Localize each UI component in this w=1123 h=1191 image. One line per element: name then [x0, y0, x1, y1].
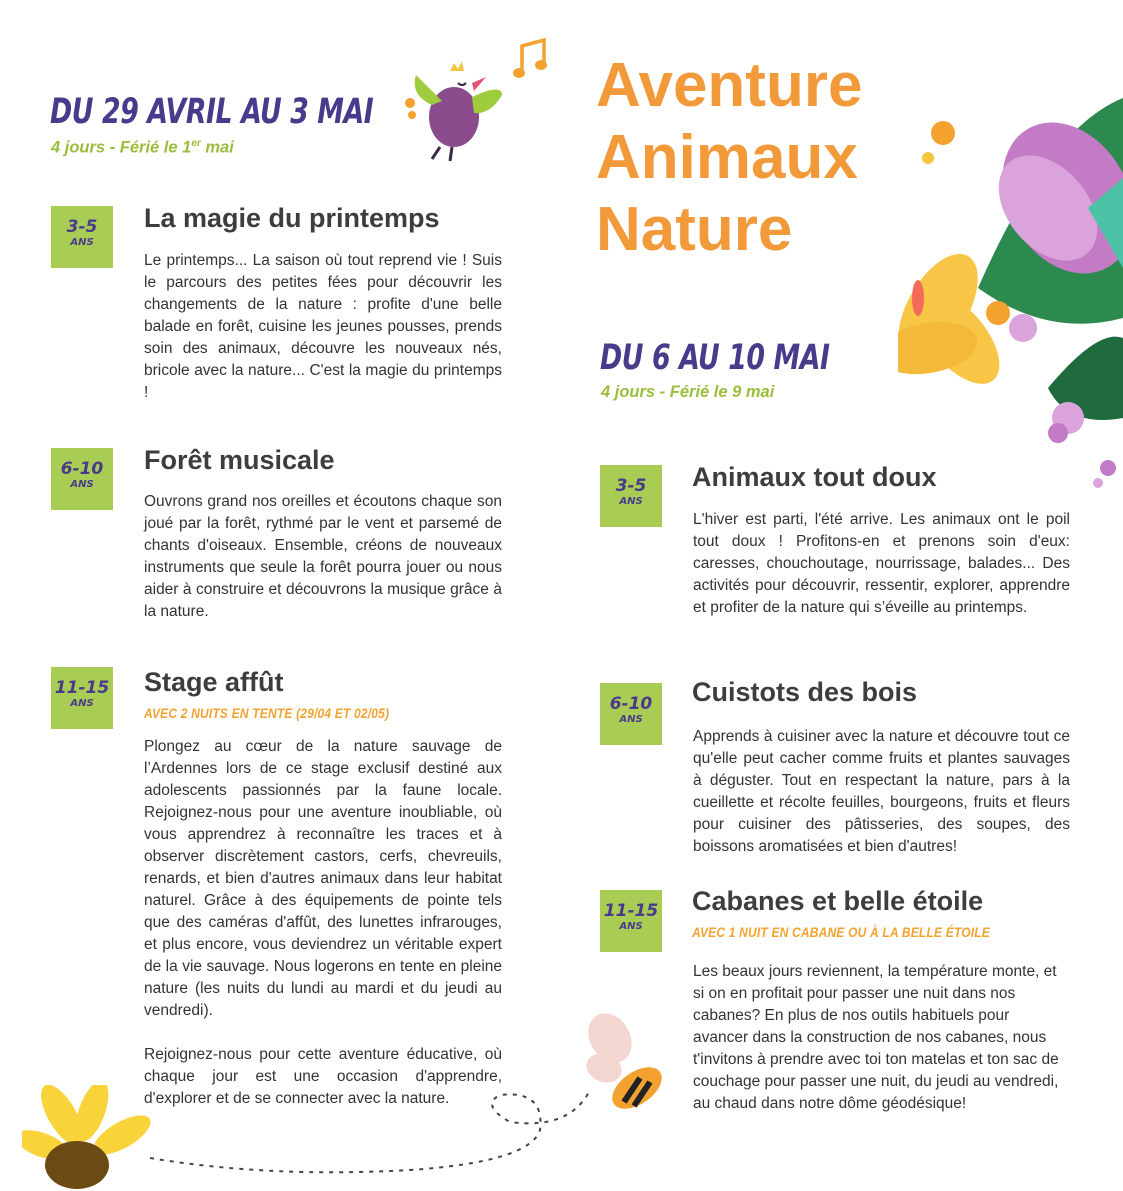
- activity-description: Plongez au cœur de la nature sauvage de l’Ardennes lors de ce stage exclusif destiné aux adolescents passionnés par la faune locale. Rejoignez-nous pour une aventure inoubliable, où vous apprendrez à reconnaître les traces et à observer discrètement castors, cerfs, chevreuils, renards, et bien d'autres animaux dans leur habitat naturel. Grâce à des équipements de pointe tels que des caméras d'affût, des lunettes infrarouges, et plus encore, vous deviendrez un véritable expert de la vie sauvage. Nous logerons en tente en pleine nature (les nuits du lundi au mardi et du jeudi au vendredi).: [144, 738, 502, 1019]
- hero-line3: Nature: [596, 195, 793, 264]
- activity-title: Cuistots des bois: [692, 677, 918, 707]
- activity-title: La magie du printemps: [144, 203, 440, 233]
- week1-dates: DU 29 AVRIL AU 3 MAI: [50, 92, 374, 132]
- music-note-icon: [512, 38, 552, 82]
- age-badge: 6-10 ANS: [600, 683, 662, 745]
- age-badge: 11-15 ANS: [600, 890, 662, 952]
- activity-title: Forêt musicale: [144, 445, 335, 475]
- flower-illustration: [898, 88, 1123, 488]
- sunflower-illustration: [22, 1085, 162, 1191]
- activity-description-extra: Rejoignez-nous pour cette aventure éducative, où chaque jour est une occasion d'apprendre, d'explorer et de se connecter avec la nature.: [144, 1046, 502, 1107]
- activity-description: Les beaux jours reviennent, la température monte, et si on en profitait pour passer une nuit dans nos cabanes? En plus de nos outils habituels pour avancer dans la construction de nos cabanes, nous t'invitons à prendre avec toi ton matelas et ton sac de couchage pour passer une nuit, du jeudi au vendredi, au chaud dans notre dôme géodésique!: [693, 963, 1059, 1112]
- week1-subtitle: [51, 138, 234, 158]
- week2-dates: DU 6 AU 10 MAI: [600, 338, 830, 378]
- week1-subtitle-end: mai: [200, 138, 234, 157]
- hero-title: [596, 50, 862, 266]
- week1-subtitle-main: 4 jours - Férié le 1: [51, 138, 192, 157]
- activity-description: Le printemps... La saison où tout reprend vie ! Suis le parcours des petites fées pour découvrir les changements de la nature : profite d'une belle balade en forêt, cuisine les jeunes pousses, prends soin des animaux, découvre les nouveaux nés, bricole avec la nature... C'est la magie du printemps !: [144, 252, 502, 401]
- hero-line2: Animaux: [596, 123, 858, 192]
- bird-illustration: [402, 55, 512, 167]
- week1-subtitle-sup: er: [191, 138, 201, 149]
- activity-description: L'hiver est parti, l'été arrive. Les animaux ont le poil tout doux ! Profitons-en et prenons soin d'eux: caresses, chouchoutage, nourrissage, balades... Des activités pour découvrir, ressentir, explorer, apprendre et profiter de la nature qui s’éveille au printemps.: [693, 511, 1070, 616]
- hero-line1: Aventure: [596, 51, 863, 120]
- age-badge: 6-10 ANS: [51, 448, 113, 510]
- age-badge: 11-15 ANS: [51, 667, 113, 729]
- week2-subtitle: 4 jours - Férié le 9 mai: [601, 383, 775, 401]
- activity-description: Apprends à cuisiner avec la nature et découvre tout ce qu'elle peut cacher comme fruits et plantes sauvages à déguster. Tout en respectant la nature, pars à la cueillette et récolte feuilles, bourgeons, fruits et fleurs pour cuisiner des pâtisseries, des soupes, des boissons aromatisées et bien d'autres!: [693, 728, 1070, 855]
- activity-title: Cabanes et belle étoile: [692, 886, 984, 916]
- activity-subtitle: AVEC 2 NUITS EN TENTE (29/04 ET 02/05): [144, 705, 390, 721]
- activity-title: Stage affût: [144, 667, 284, 697]
- age-badge: 3-5 ANS: [600, 465, 662, 527]
- bee-illustration: [582, 1010, 672, 1110]
- activity-title: Animaux tout doux: [692, 462, 937, 492]
- activity-description: Ouvrons grand nos oreilles et écoutons chaque son joué par la forêt, rythmé par le vent et parsemé de chants d'oiseaux. Ensemble, créons de nouveaux instruments que seule la forêt pourra jouer ou nous aider à construire et découvrons la musique grâce à la nature.: [144, 493, 502, 620]
- age-badge: 3-5 ANS: [51, 206, 113, 268]
- activity-subtitle: AVEC 1 NUIT EN CABANE OU À LA BELLE ÉTOILE: [692, 924, 990, 940]
